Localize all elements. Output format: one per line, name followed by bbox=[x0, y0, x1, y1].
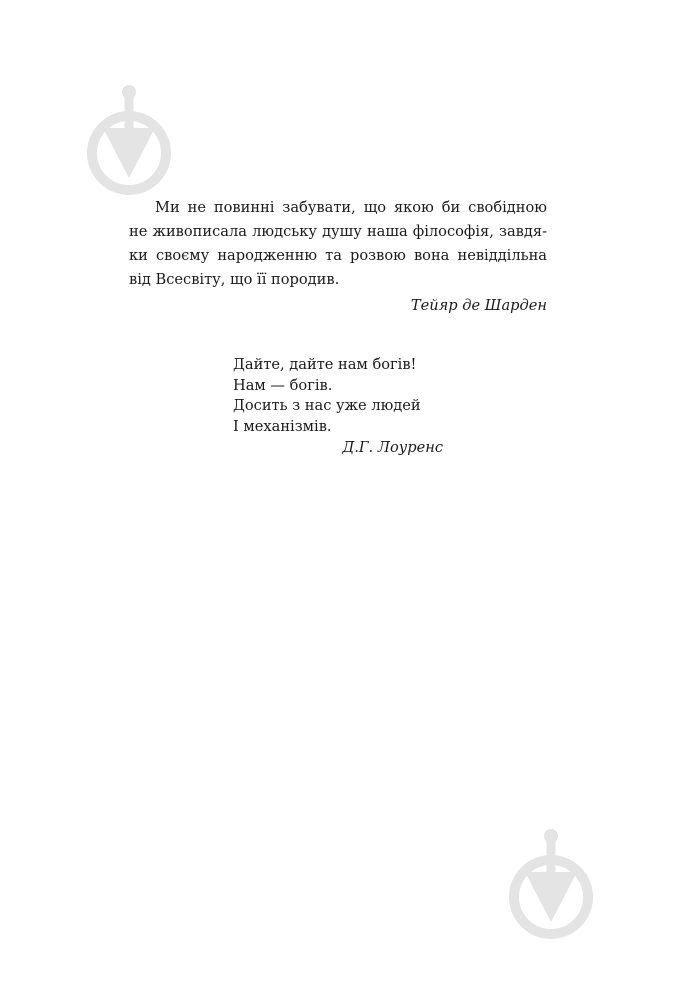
epigraph-quote bbox=[129, 196, 547, 292]
watermark-icon bbox=[86, 82, 172, 200]
quote-author: Тейяр де Шарден bbox=[410, 297, 547, 314]
verse-line: Дайте, дайте нам богів! bbox=[233, 356, 417, 373]
verse-text bbox=[233, 355, 443, 437]
verse-author: Д.Г. Лоуренс bbox=[342, 439, 443, 456]
quote-line: ки своєму народженню та розвою вона невіддільна bbox=[129, 247, 547, 264]
watermark-icon bbox=[508, 826, 594, 944]
quote-line: Ми не повинні забувати, що якою би свобідною bbox=[155, 199, 547, 216]
verse-line: Досить з нас уже людей bbox=[233, 397, 421, 414]
quote-line: не живописала людську душу наша філософія, завдя- bbox=[129, 223, 547, 240]
verse-line: І механізмів. bbox=[233, 417, 332, 435]
verse-line: Нам — богів. bbox=[233, 376, 333, 394]
quote-line: від Всесвіту, що її породив. bbox=[129, 271, 340, 288]
epigraph-verse bbox=[233, 355, 443, 458]
epigraph-prose bbox=[129, 196, 547, 318]
